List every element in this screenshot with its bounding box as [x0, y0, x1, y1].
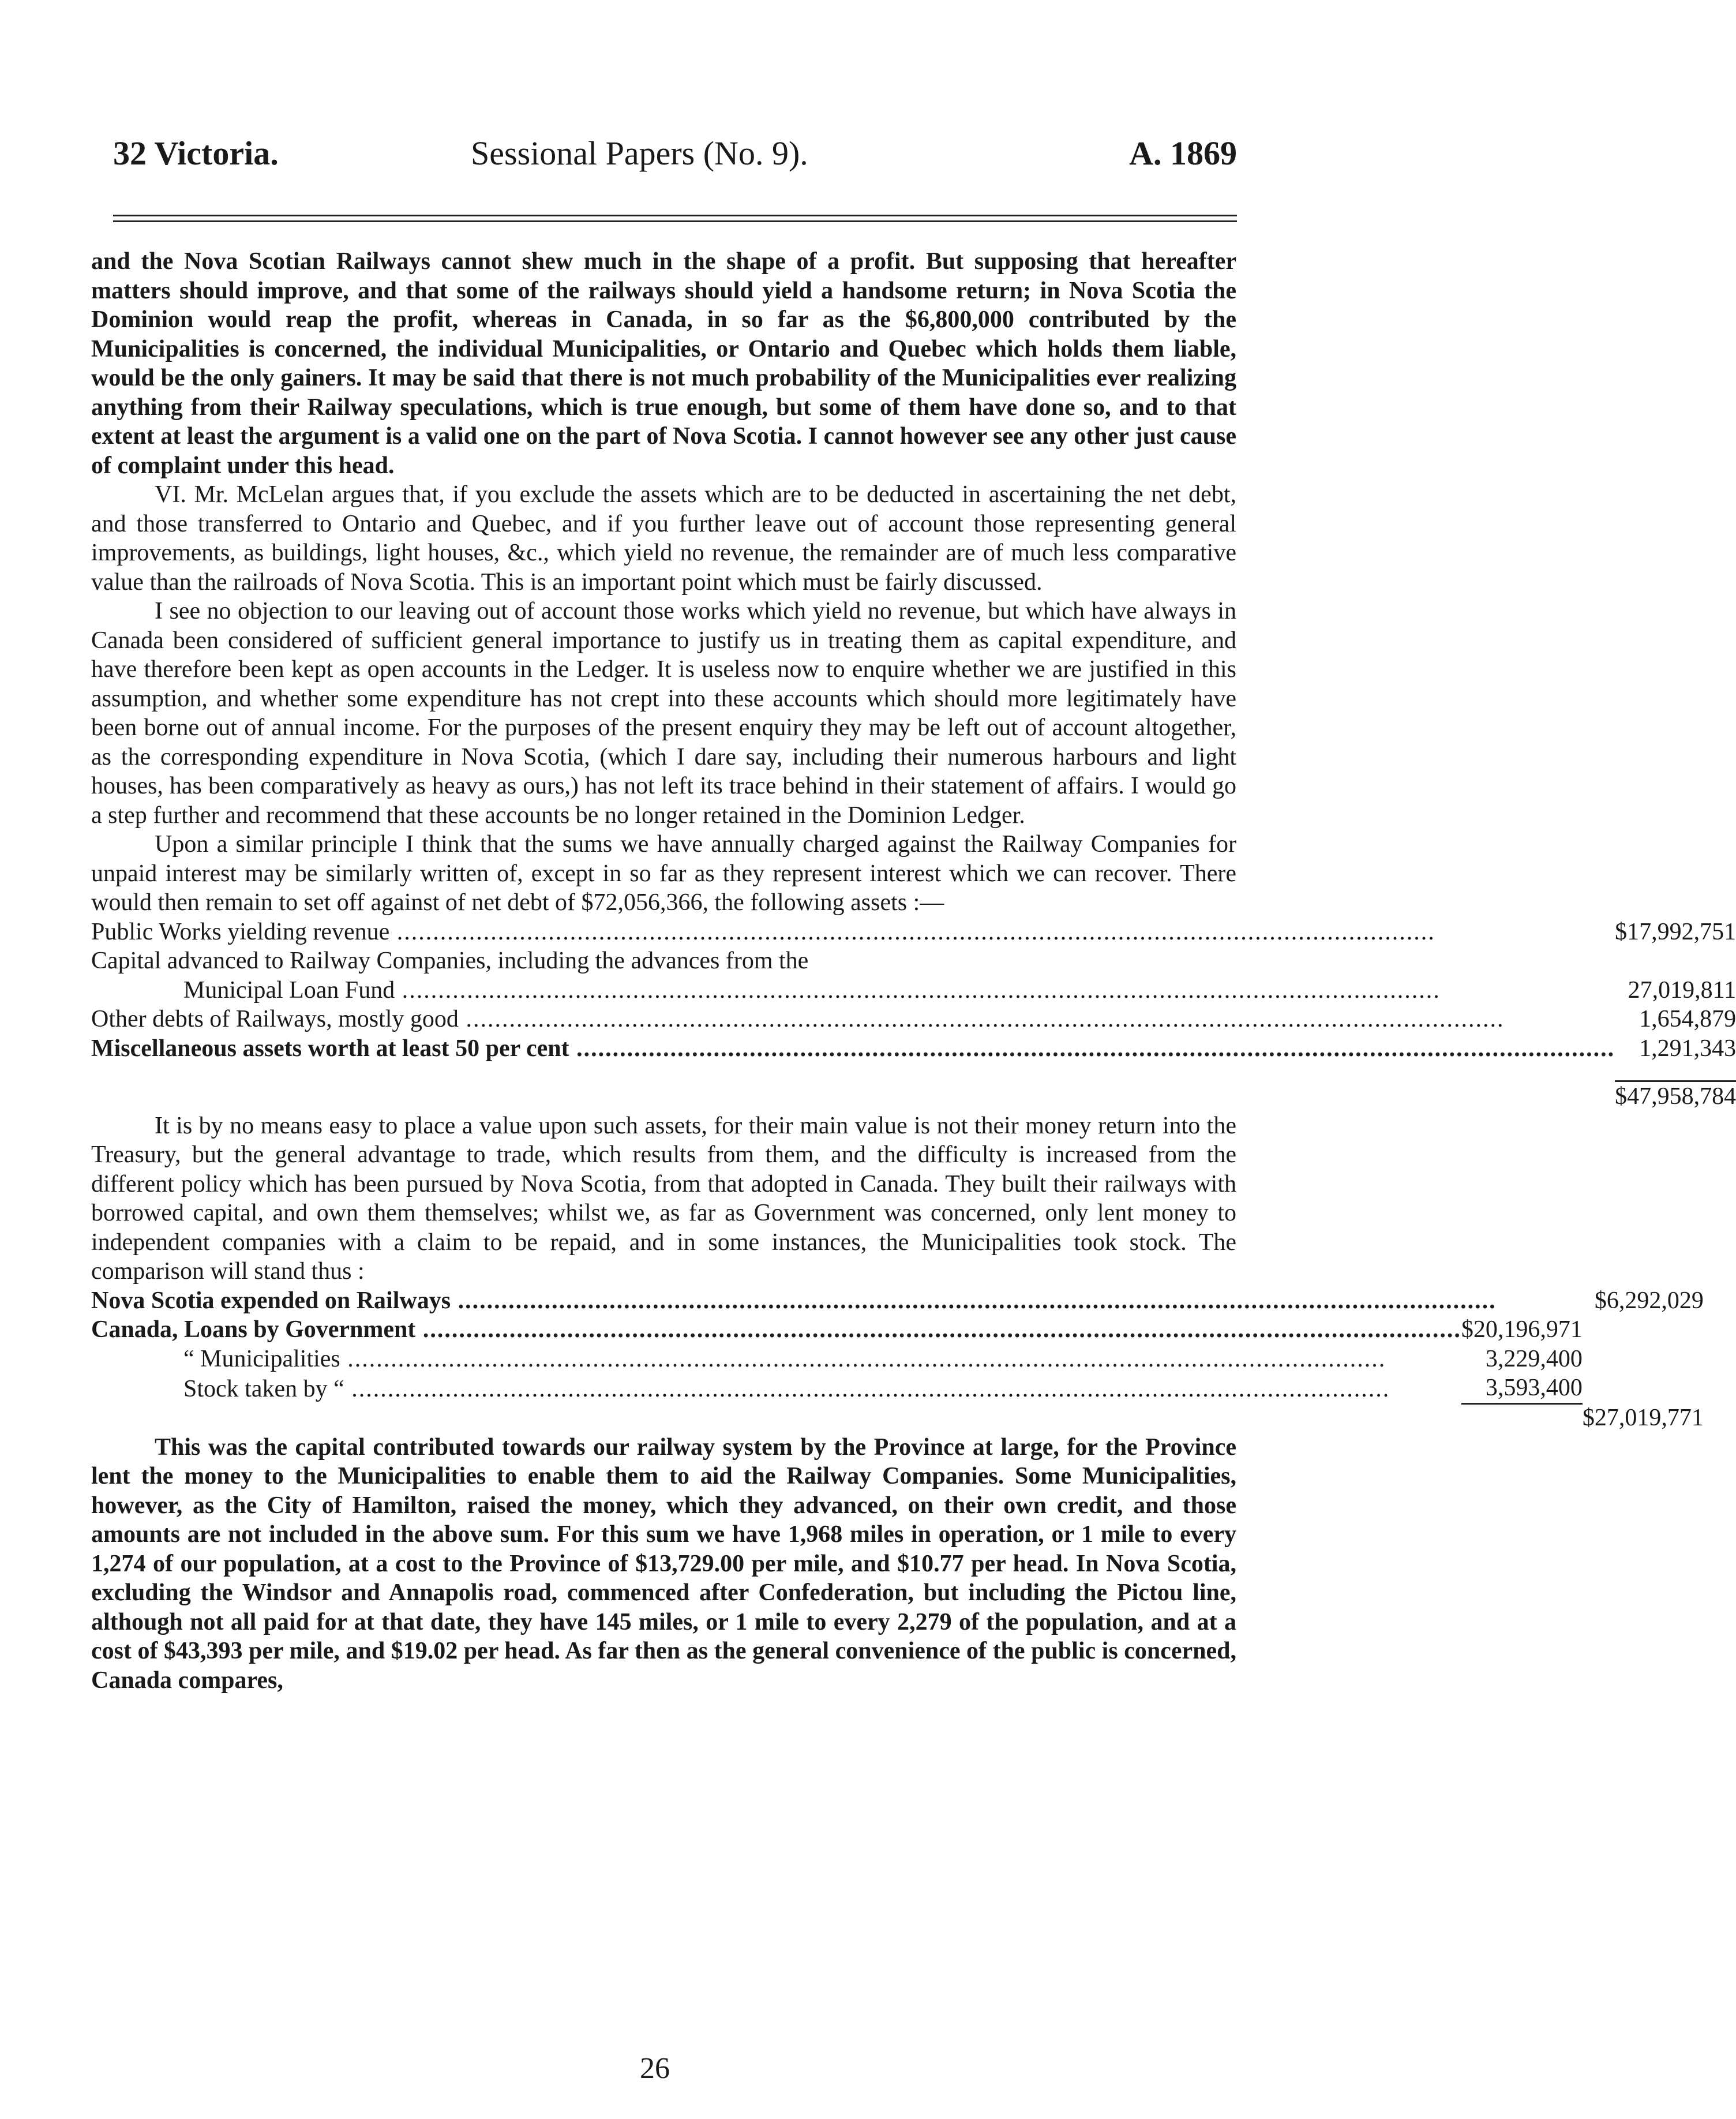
assets-total: $47,958,784 — [1615, 1081, 1736, 1111]
asset-label: Miscellaneous assets worth at least 50 per cent ..... — [91, 1034, 1615, 1064]
table-row — [91, 1315, 1704, 1345]
header-rule-bottom — [113, 220, 1237, 222]
header-year: A. 1869 — [1129, 134, 1237, 172]
asset-amount: 1,291,343 — [1639, 1035, 1736, 1062]
table-row — [91, 1345, 1704, 1374]
comparison-amount: $6,292,029 — [1594, 1287, 1704, 1314]
asset-amount: $17,992,751 — [1615, 918, 1736, 945]
page-number: 26 — [640, 2052, 670, 2085]
table-row — [91, 1373, 1704, 1403]
paragraph-4: Upon a similar principle I think that the sums we have annually charged against the Railway Companies for unpaid interest may be similarly written of, except in so far as they represent interest which we can recover. There would then remain to set off against of net debt of $72,056,366, the following assets :— — [91, 831, 1236, 916]
comparison-table — [91, 1286, 1704, 1433]
paragraph-3: I see no objection to our leaving out of account those works which yield no revenue, but which have always in Canada been considered of sufficient general importance to justify us in treating them as capital expenditure, and have therefore been kept as open accounts in the Ledger. It is useless now to enquire whether we are justified in this assumption, and whether some expenditure has not crept into these accounts which should more legitimately have been borne out of annual income. For the purposes of the present enquiry they may be left out of account altogether, as the corresponding expenditure in Nova Scotia, (which I dare say, including their numerous harbours and light houses, has been comparatively as heavy as ours,) has not left its trace behind in their statement of affairs. I would go a step further and recommend that these accounts be no longer retained in the Dominion Ledger. — [91, 598, 1236, 829]
comparison-label: Stock taken by “ ..... — [91, 1373, 1461, 1403]
table-row — [91, 1081, 1736, 1111]
page-header — [113, 134, 1237, 180]
table-row — [91, 918, 1736, 947]
comparison-amount: 3,593,400 — [1485, 1375, 1583, 1401]
table-row — [91, 976, 1736, 1005]
paragraph-5: It is by no means easy to place a value upon such assets, for their main value is not their money return into the Treasury, but the general advantage to trade, which results from them, and the difficulty is increased from the different policy which has been pursued by Nova Scotia, from that adopted in Canada. They built their railways with borrowed capital, and own them themselves; whilst we, as far as Government was concerned, only lent money to independent companies with a claim to be repaid, and in some instances, the Municipalities took stock. The comparison will stand thus : — [91, 1112, 1236, 1285]
table-row — [91, 1005, 1736, 1034]
comparison-label: Nova Scotia expended on Railways ..... — [91, 1286, 1583, 1316]
asset-label: Municipal Loan Fund ..... — [91, 976, 1615, 1005]
assets-table — [91, 918, 1736, 1111]
asset-amount — [1615, 946, 1736, 976]
asset-amount: 27,019,811 — [1628, 976, 1736, 1004]
paragraph-1: and the Nova Scotian Railways cannot shew much in the shape of a profit. But supposing that hereafter matters should improve, and that some of the railways should yield a handsome return; in Nova Scotia the Dominion would reap the profit, whereas in Canada, in so far as the $6,800,000 contributed by the Municipalities is concerned, the individual Municipalities, or Ontario and Quebec which holds them liable, would be the only gainers. It may be said that there is not much probability of the Municipalities ever realizing anything from their Railway speculations, which is true enough, but some of them have done so, and to that extent at least the argument is a valid one on the part of Nova Scotia. I cannot however see any other just cause of complaint under this head. — [91, 248, 1236, 479]
comparison-label: Canada, Loans by Government ..... — [91, 1315, 1461, 1345]
header-session: 32 Victoria. — [113, 134, 279, 172]
comparison-amount: $20,196,971 — [1461, 1316, 1583, 1343]
header-rule-top — [113, 215, 1237, 216]
comparison-amount: 3,229,400 — [1485, 1345, 1583, 1372]
header-title: Sessional Papers (No. 9). — [471, 134, 808, 172]
table-row — [91, 1403, 1704, 1433]
asset-label: Public Works yielding revenue ..... — [91, 918, 1615, 947]
paragraph-6: This was the capital contributed towards our railway system by the Province at large, for the Province lent the money to the Municipalities to enable them to aid the Railway Companies. Some Municipalities, however, as the City of Hamilton, raised the money, which they advanced, on their own credit, and those amounts are not included in the above sum. For this sum we have 1,968 miles in operation, or 1 mile to every 1,274 of our population, at a cost to the Province of $13,729.00 per mile, and $10.77 per head. In Nova Scotia, excluding the Windsor and Annapolis road, commenced after Confederation, but including the Pictou line, although not all paid for at that date, they have 145 miles, or 1 mile to every 2,279 of the population, and at a cost of $43,393 per mile, and $19.02 per head. As far then as the general convenience of the public is concerned, Canada compares, — [91, 1433, 1236, 1694]
comparison-label: “ Municipalities ..... — [91, 1345, 1461, 1374]
page-body — [91, 247, 1736, 1695]
asset-label: Other debts of Railways, mostly good ..... — [91, 1005, 1615, 1034]
paragraph-2: VI. Mr. McLelan argues that, if you exclude the assets which are to be deducted in ascertaining the net debt, and those transferred to Ontario and Quebec, and if you further leave out of account those representing general improvements, as buildings, light houses, &c., which yield no revenue, the remainder are of much less comparative value than the railroads of Nova Scotia. This is an important point which must be fairly discussed. — [91, 481, 1236, 596]
table-row — [91, 1034, 1736, 1064]
table-row — [91, 1286, 1704, 1316]
canada-total: $27,019,771 — [1582, 1405, 1704, 1431]
asset-label: Capital advanced to Railway Companies, including the advances from the — [91, 948, 809, 974]
table-row — [91, 946, 1736, 976]
asset-amount: 1,654,879 — [1639, 1006, 1736, 1032]
